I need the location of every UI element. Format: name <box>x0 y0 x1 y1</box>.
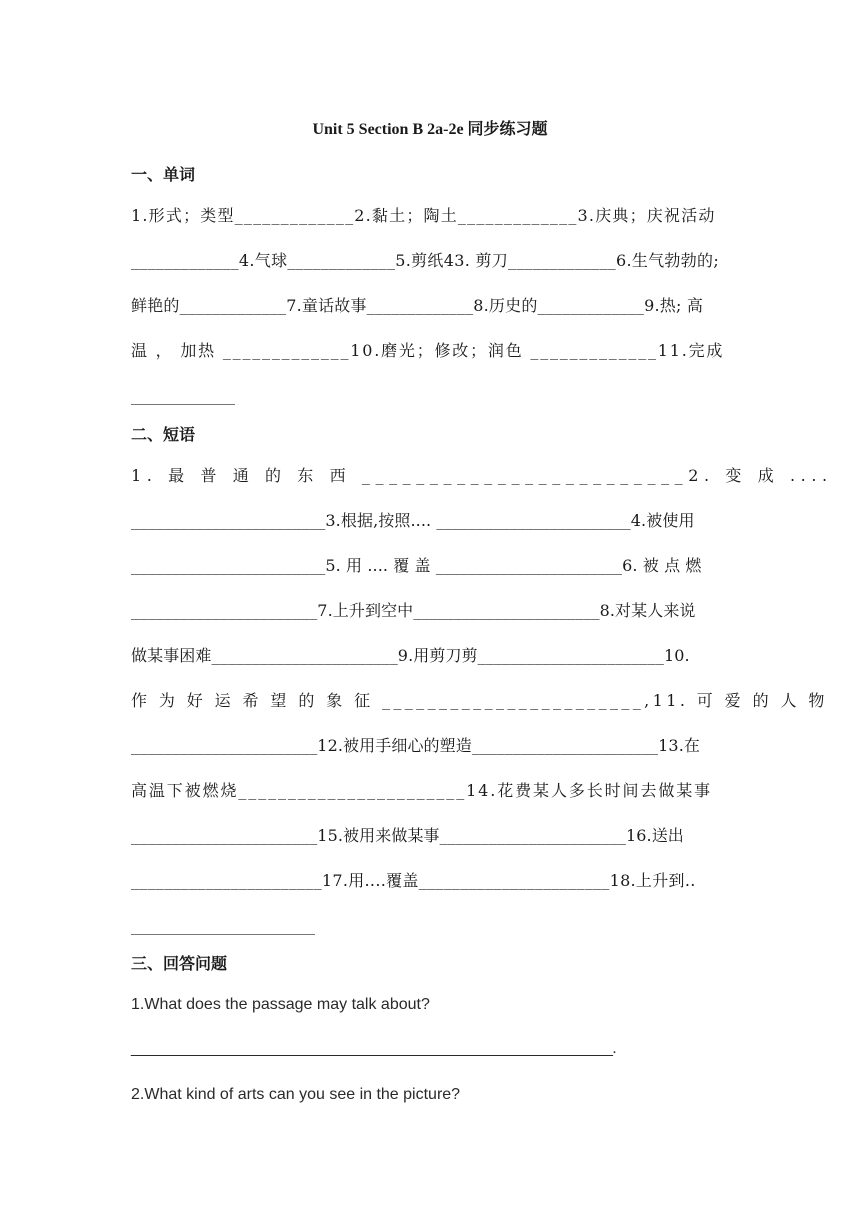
phrases-line-8 <box>131 781 729 801</box>
question-1: 1.What does the passage may talk about? <box>131 996 430 1013</box>
question-2: 2.What kind of arts can you see in the picture? <box>131 1086 461 1103</box>
section-heading-words: 一、单词 <box>131 165 196 184</box>
phrases-line-5 <box>131 646 729 666</box>
phrases-line-1-text: 1. 最 普 通 的 东 西 ________________________2. 变 成 .... <box>131 466 833 485</box>
phrases-line-3 <box>131 556 729 576</box>
phrases-line-6-text: 作 为 好 运 希 望 的 象 征 _______________________,11. 可 爱 的 人 物 <box>131 691 828 710</box>
section-heading-questions: 三、回答问题 <box>131 954 228 973</box>
words-line-4-text: 温 ， 加热 _____________10.磨光；修改；润色 _____________11.完成 <box>131 341 725 360</box>
words-line-2-text: _____________4.气球_____________5.剪纸43. 剪刀_____________6.生气勃勃的; <box>131 251 720 270</box>
phrases-line-3-text: ________________________5. 用 .... 覆 盖 _______________________6. 被 点 燃 <box>131 556 702 575</box>
phrases-line-10 <box>131 871 729 891</box>
phrases-line-2-text: ________________________3.根据,按照.... ________________________4.被使用 <box>131 511 695 530</box>
phrases-line-1 <box>131 466 833 486</box>
phrases-line-11-text: _______________________ <box>131 916 315 935</box>
words-line-5-text: _____________ <box>131 386 235 405</box>
section-heading-phrases: 二、短语 <box>131 425 196 444</box>
phrases-line-6 <box>131 691 828 711</box>
page-title: Unit 5 Section B 2a-2e 同步练习题 <box>312 121 548 138</box>
words-line-1-text: 1.形式；类型_____________2.黏土；陶土_____________3.庆典；庆祝活动 <box>131 206 716 225</box>
words-line-3 <box>131 296 729 316</box>
phrases-line-7-text: _______________________12.被用手细心的塑造_______________________13.在 <box>131 736 700 755</box>
phrases-line-9 <box>131 826 729 846</box>
phrases-line-4-text: _______________________7.上升到空中_______________________8.对某人来说 <box>131 601 696 620</box>
phrases-line-7 <box>131 736 729 756</box>
words-line-1 <box>131 206 729 226</box>
answer-line-1[interactable]: __________________________________________________________. <box>131 1040 617 1057</box>
words-line-4 <box>131 341 729 361</box>
words-line-5 <box>131 386 729 406</box>
words-line-2 <box>131 251 729 271</box>
phrases-line-8-text: 高温下被燃烧_______________________14.花费某人多长时间去做某事 <box>131 781 713 800</box>
phrases-line-11 <box>131 916 729 936</box>
words-line-3-text: 鲜艳的_____________7.童话故事_____________8.历史的_____________9.热; 高 <box>131 296 704 315</box>
phrases-line-9-text: _______________________15.被用来做某事_______________________16.送出 <box>131 826 684 845</box>
phrases-line-5-text: 做某事困难_______________________9.用剪刀剪_______________________10. <box>131 646 690 665</box>
phrases-line-4 <box>131 601 729 621</box>
phrases-line-2 <box>131 511 729 531</box>
phrases-line-10-text: _______________________17.用....覆盖_______________________18.上升到.. <box>131 871 696 890</box>
